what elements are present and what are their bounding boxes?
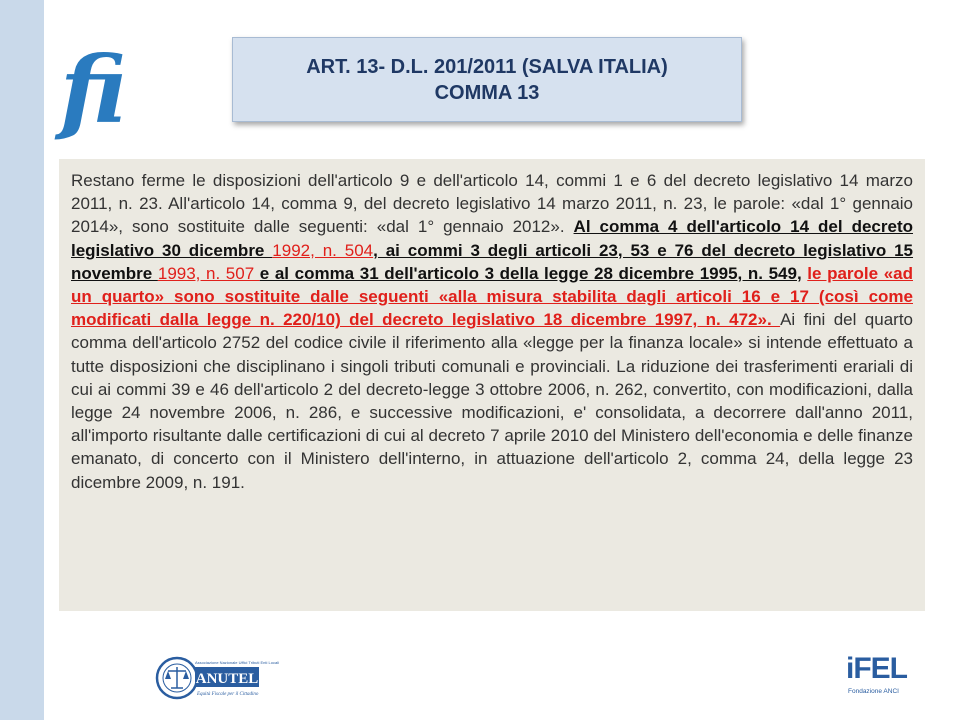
slide-title-line1: ART. 13- D.L. 201/2011 (SALVA ITALIA): [306, 55, 668, 78]
text-red-date-2: 1993, n. 507: [157, 263, 260, 283]
slide-title-box: [232, 37, 742, 122]
text-red-bold-replacement: le parole «ad un quarto» sono sostituite dalle seguenti «alla misura stabilita dagli articoli 16 e 17 (così come modificati dalla legge n. 220/10) del decreto legislativo 18 dicembre 1997, n. 472».: [71, 263, 913, 330]
slide-title-line2: COMMA 13: [434, 81, 540, 104]
anutel-sub-text: Equità Fiscale per il Cittadino: [197, 692, 259, 697]
text-red-date-1: 1992, n. 504: [272, 240, 374, 260]
ifel-logo: [846, 652, 906, 702]
fi-logo-text: fi: [60, 36, 127, 144]
article-text-box: [59, 159, 925, 611]
text-conclusion: Ai fini del quarto comma dell'articolo 2752 del codice civile il riferimento alla «legge per la finanza locale» si intende effettuato a tutte disposizioni che disciplinano i singoli tributi comunali e provinciali. La riduzione dei trasferimenti erariali di cui ai commi 39 e 46 dell'articolo 2 del decreto-legge 3 ottobre 2006, n. 262, convertito, con modificazioni, dalla legge 24 novembre 2006, n. 286, e successive modificazioni, e' consolidata, a decorrere dall'anno 2011, all'importo risultante dalle certificazioni di cui al decreto 7 aprile 2010 del Ministero dell'economia e delle finanze emanato, di concerto con il Ministero dell'interno, in attuazione dell'articolo 2, comma 24, della legge 23 dicembre 2009, n. 191.: [71, 310, 914, 492]
fi-logo-icon: [58, 36, 130, 144]
anutel-top-text: Associazione Nazionale Uffici Tributi Enti Locali: [195, 660, 279, 665]
left-accent-stripe: [0, 0, 44, 720]
text-bold-underlined-1: Al comma 4 dell'articolo 14 del decreto legislativo 30 dicembre: [71, 217, 913, 260]
text-separator: ,: [796, 263, 808, 283]
anutel-name-text: ANUTEL: [195, 671, 259, 687]
article-paragraph: [71, 169, 913, 494]
text-bold-underlined-3: e al comma 31 dell'articolo 3 della legge 28 dicembre 1995, n. 549: [259, 263, 797, 283]
ifel-logo-text: iFEL: [846, 652, 907, 685]
anutel-logo-icon: [155, 654, 279, 702]
text-intro: Restano ferme le disposizioni dell'articolo 9 e dell'articolo 14, commi 1 e 6 del decreto legislativo 14 marzo 2011, n. 23. All'articolo 14, comma 9, del decreto legislativo 14 marzo 2011, n. 23, le parole: «dal 1° gennaio 2014», sono sostituite dalle seguenti: «dal 1° gennaio 2012».: [71, 171, 913, 237]
ifel-logo-subtext: Fondazione ANCI: [848, 688, 899, 695]
text-bold-underlined-2: , ai commi 3 degli articoli 23, 53 e 76 del decreto legislativo 15 novembre: [71, 240, 914, 283]
